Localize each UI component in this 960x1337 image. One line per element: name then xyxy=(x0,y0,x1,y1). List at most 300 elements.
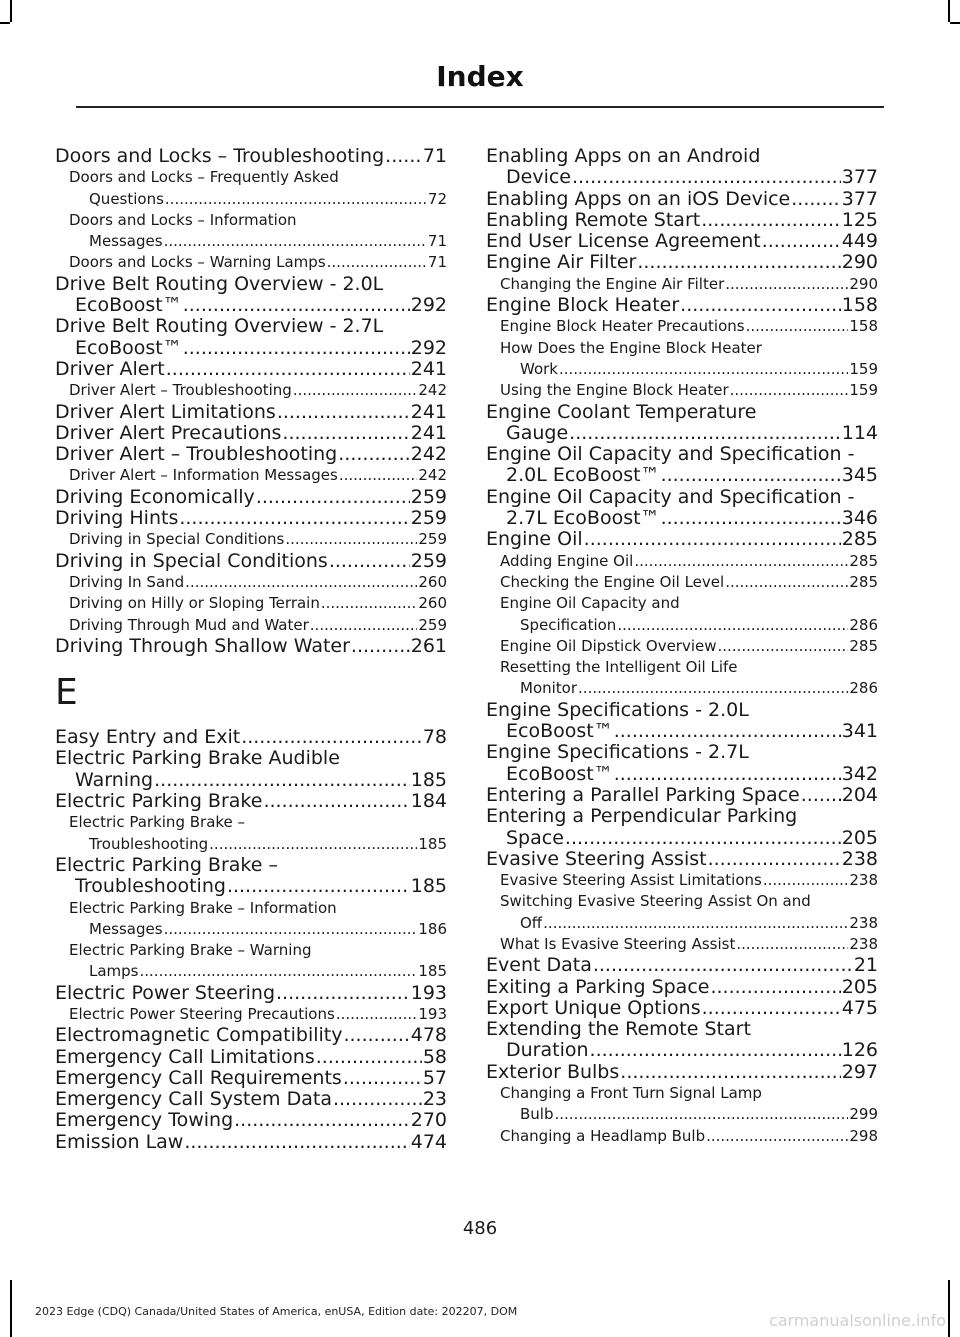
dot-leader xyxy=(763,870,849,891)
index-subentry[interactable] xyxy=(55,380,447,401)
page-reference: 259 xyxy=(418,615,447,634)
dot-leader xyxy=(730,380,849,401)
crop-mark xyxy=(10,0,12,22)
index-entry[interactable] xyxy=(55,1110,447,1131)
dot-leader xyxy=(285,529,417,550)
page-reference: 241 xyxy=(410,357,447,380)
index-entry[interactable] xyxy=(486,402,878,445)
dot-leader xyxy=(351,636,410,657)
page-reference: 341 xyxy=(841,720,878,743)
page-reference: 298 xyxy=(849,1126,878,1145)
dot-leader xyxy=(680,295,841,316)
index-entry[interactable] xyxy=(55,727,447,748)
dot-leader xyxy=(277,402,410,423)
dot-leader xyxy=(164,919,418,940)
entry-text: Work xyxy=(520,359,558,378)
page-reference: 259 xyxy=(410,507,447,530)
entry-text: Engine Oil xyxy=(486,528,583,551)
index-entry[interactable] xyxy=(55,791,447,812)
dot-leader xyxy=(183,338,410,359)
entry-text: Engine Specifications - 2.0L xyxy=(486,698,749,721)
index-subentry[interactable] xyxy=(486,1083,878,1126)
index-entry[interactable] xyxy=(486,1062,878,1083)
page-reference: 158 xyxy=(849,317,878,336)
page-reference: 159 xyxy=(849,381,878,400)
index-subentry[interactable] xyxy=(486,593,878,636)
crop-mark xyxy=(950,22,960,24)
index-entry[interactable] xyxy=(55,1089,447,1110)
index-subentry[interactable] xyxy=(55,167,447,210)
entry-text: Drive Belt Routing Overview - 2.7L xyxy=(55,315,384,338)
entry-text: Switching Evasive Steering Assist On and xyxy=(500,892,811,911)
dot-leader xyxy=(293,380,418,401)
entry-text: EcoBoost™ xyxy=(75,336,182,359)
page-reference: 238 xyxy=(841,847,878,870)
entry-text: Questions xyxy=(89,189,164,208)
entry-text: Entering a Parallel Parking Space xyxy=(486,783,800,806)
index-entry[interactable] xyxy=(486,700,878,743)
page-reference: 377 xyxy=(841,187,878,210)
entry-text: Emergency Towing xyxy=(55,1109,234,1132)
dot-leader xyxy=(183,295,410,316)
entry-text: Messages xyxy=(89,919,163,938)
index-entry[interactable] xyxy=(486,252,878,273)
dot-leader xyxy=(184,1132,409,1153)
entry-text: Doors and Locks – Frequently Asked xyxy=(69,168,339,187)
entry-text: Evasive Steering Assist xyxy=(486,847,707,870)
page-reference: 286 xyxy=(849,679,878,698)
index-entry[interactable] xyxy=(486,295,878,316)
entry-text: Changing a Headlamp Bulb xyxy=(500,1126,706,1145)
dot-leader xyxy=(333,1089,422,1110)
dot-leader xyxy=(338,444,409,465)
entry-text: Driver Alert Precautions xyxy=(55,421,282,444)
dot-leader xyxy=(282,423,409,444)
dot-leader xyxy=(276,983,410,1004)
page-reference: 292 xyxy=(410,336,447,359)
header-divider xyxy=(76,106,884,108)
page-reference: 72 xyxy=(427,189,447,208)
page-reference: 71 xyxy=(422,145,447,167)
index-subentry[interactable] xyxy=(486,636,878,657)
entry-text: Engine Block Heater xyxy=(486,294,680,317)
dot-leader xyxy=(164,231,427,252)
index-subentry[interactable] xyxy=(486,934,878,955)
page-reference: 260 xyxy=(418,572,447,591)
entry-text: Off xyxy=(520,913,543,932)
index-entry[interactable] xyxy=(486,487,878,530)
entry-text: Driver Alert – Troubleshooting xyxy=(55,443,338,466)
dot-leader xyxy=(263,791,409,812)
index-entry[interactable] xyxy=(55,748,447,791)
dot-leader xyxy=(710,977,840,998)
page-reference: 126 xyxy=(841,1039,878,1062)
index-subentry[interactable] xyxy=(486,870,878,891)
entry-text: Device xyxy=(506,166,571,189)
dot-leader xyxy=(339,465,418,486)
page-reference: 285 xyxy=(841,528,878,551)
index-subentry[interactable] xyxy=(486,380,878,401)
page-reference: 186 xyxy=(418,919,447,938)
dot-leader xyxy=(701,210,841,231)
entry-text: Monitor xyxy=(520,679,578,698)
index-entry[interactable] xyxy=(55,1047,447,1068)
dot-leader xyxy=(614,721,841,742)
page-reference: 285 xyxy=(849,572,878,591)
dot-leader xyxy=(578,678,848,699)
page-reference: 23 xyxy=(422,1088,447,1111)
page-reference: 259 xyxy=(418,530,447,549)
page-reference: 205 xyxy=(841,826,878,849)
index-subentry[interactable] xyxy=(55,898,447,941)
page-reference: 241 xyxy=(410,421,447,444)
entry-text: Emission Law xyxy=(55,1130,184,1153)
entry-text: Electric Parking Brake – Warning xyxy=(69,941,312,960)
dot-leader xyxy=(617,615,848,636)
dot-leader xyxy=(702,998,841,1019)
index-entry[interactable] xyxy=(55,551,447,572)
entry-text: Emergency Call Limitations xyxy=(55,1045,315,1068)
index-entry[interactable] xyxy=(486,977,878,998)
dot-leader xyxy=(234,1110,410,1131)
index-entry[interactable] xyxy=(55,1025,447,1046)
page-reference: 193 xyxy=(418,1004,447,1023)
dot-leader xyxy=(559,359,848,380)
page-title: Index xyxy=(436,60,524,93)
dot-leader xyxy=(310,615,418,636)
page-reference: 259 xyxy=(410,549,447,572)
dot-leader xyxy=(584,529,841,550)
dot-leader xyxy=(590,1040,841,1061)
page-reference: 474 xyxy=(410,1130,447,1153)
dot-leader xyxy=(165,189,427,210)
footer-edition-text: 2023 Edge (CDQ) Canada/United States of America, enUSA, Edition date: 202207, DOM xyxy=(35,1305,518,1318)
entry-text: Specification xyxy=(520,615,617,634)
page-reference: 260 xyxy=(418,594,447,613)
index-entry[interactable] xyxy=(486,998,878,1019)
index-subentry[interactable] xyxy=(486,338,878,381)
index-entry[interactable] xyxy=(55,487,447,508)
dot-leader xyxy=(329,551,410,572)
index-entry[interactable] xyxy=(486,529,878,550)
dot-leader xyxy=(185,572,417,593)
entry-text: 2.0L EcoBoost™ xyxy=(506,464,660,487)
page-reference: 185 xyxy=(418,962,447,981)
page-reference: 475 xyxy=(841,996,878,1019)
index-entry[interactable] xyxy=(486,955,878,976)
entry-text: Exterior Bulbs xyxy=(486,1060,620,1083)
index-entry[interactable] xyxy=(55,402,447,423)
entry-text: Export Unique Options xyxy=(486,996,701,1019)
index-subentry[interactable] xyxy=(486,572,878,593)
index-subentry[interactable] xyxy=(55,572,447,593)
index-subentry[interactable] xyxy=(486,891,878,934)
dot-leader xyxy=(256,487,410,508)
index-subentry[interactable] xyxy=(486,1126,878,1147)
page-reference: 238 xyxy=(849,934,878,953)
entry-text: Electric Power Steering Precautions xyxy=(69,1004,335,1023)
page-reference: 241 xyxy=(410,400,447,423)
dot-leader xyxy=(565,828,841,849)
index-subentry[interactable] xyxy=(55,529,447,550)
entry-text: End User License Agreement xyxy=(486,230,761,253)
entry-text: Messages xyxy=(89,232,163,251)
dot-leader xyxy=(555,1104,849,1125)
entry-text: Space xyxy=(506,826,564,849)
entry-text: Drive Belt Routing Overview - 2.0L xyxy=(55,272,384,295)
entry-text: Resetting the Intelligent Oil Life xyxy=(500,658,738,677)
dot-leader xyxy=(343,1068,422,1089)
dot-leader xyxy=(316,1047,422,1068)
index-subentry[interactable] xyxy=(55,615,447,636)
entry-text: EcoBoost™ xyxy=(506,720,613,743)
dot-leader xyxy=(801,785,841,806)
page-reference: 261 xyxy=(410,634,447,657)
entry-text: Electric Parking Brake – xyxy=(55,853,278,876)
entry-text: Engine Oil Dipstick Overview xyxy=(500,636,717,655)
page-reference: 238 xyxy=(849,871,878,890)
entry-text: Driving on Hilly or Sloping Terrain xyxy=(69,594,320,613)
entry-text: Duration xyxy=(506,1039,589,1062)
entry-text: Extending the Remote Start xyxy=(486,1018,751,1041)
dot-leader xyxy=(154,770,410,791)
index-subentry[interactable] xyxy=(55,940,447,983)
dot-leader xyxy=(634,551,848,572)
entry-text: Doors and Locks – Information xyxy=(69,210,297,229)
entry-text: Emergency Call Requirements xyxy=(55,1066,342,1089)
index-subentry[interactable] xyxy=(486,274,878,295)
dot-leader xyxy=(385,146,422,167)
entry-text: Changing the Engine Air Filter xyxy=(500,274,725,293)
page-reference: 270 xyxy=(410,1109,447,1132)
page-reference: 286 xyxy=(849,615,878,634)
entry-text: Entering a Perpendicular Parking xyxy=(486,805,798,828)
dot-leader xyxy=(614,764,841,785)
entry-text: Enabling Apps on an iOS Device xyxy=(486,187,791,210)
dot-leader xyxy=(637,252,840,273)
entry-text: Electric Parking Brake – Information xyxy=(69,898,337,917)
dot-leader xyxy=(140,961,418,982)
index-entry[interactable] xyxy=(486,444,878,487)
page-reference: 342 xyxy=(841,762,878,785)
page-reference: 125 xyxy=(841,208,878,231)
index-entry[interactable] xyxy=(486,210,878,231)
index-subentry[interactable] xyxy=(55,252,447,273)
index-column-right xyxy=(486,146,878,1147)
dot-leader xyxy=(736,934,848,955)
index-entry[interactable] xyxy=(486,231,878,252)
entry-text: Engine Specifications - 2.7L xyxy=(486,741,749,764)
entry-text: Driving in Special Conditions xyxy=(55,549,328,572)
crop-mark xyxy=(0,22,10,24)
index-entry[interactable] xyxy=(486,189,878,210)
entry-text: Driving Economically xyxy=(55,485,255,508)
dot-leader xyxy=(725,572,848,593)
index-entry[interactable] xyxy=(55,274,447,317)
index-entry[interactable] xyxy=(55,508,447,529)
page-reference: 78 xyxy=(422,726,447,749)
page-reference: 204 xyxy=(841,783,878,806)
page-reference: 292 xyxy=(410,294,447,317)
watermark: carmanualsonline.info xyxy=(768,1311,946,1330)
index-subentry[interactable] xyxy=(55,1004,447,1025)
page-reference: 242 xyxy=(418,381,447,400)
page-reference: 114 xyxy=(841,421,878,444)
dot-leader xyxy=(241,727,422,748)
page-reference: 290 xyxy=(849,274,878,293)
index-entry[interactable] xyxy=(55,983,447,1004)
dot-leader xyxy=(569,423,841,444)
entry-text: Engine Oil Capacity and Specification - xyxy=(486,443,855,466)
entry-text: Changing a Front Turn Signal Lamp xyxy=(500,1084,762,1103)
page-reference: 285 xyxy=(849,551,878,570)
index-entry[interactable] xyxy=(55,1132,447,1153)
index-column-left xyxy=(55,146,447,1153)
index-entry[interactable] xyxy=(55,359,447,380)
page-reference: 58 xyxy=(422,1045,447,1068)
dot-leader xyxy=(620,1062,840,1083)
dot-leader xyxy=(343,1025,409,1046)
dot-leader xyxy=(762,231,841,252)
page-reference: 290 xyxy=(841,251,878,274)
index-subentry[interactable] xyxy=(55,210,447,253)
index-entry[interactable] xyxy=(55,146,447,167)
page-reference: 185 xyxy=(410,875,447,898)
index-entry[interactable] xyxy=(55,444,447,465)
index-subentry[interactable] xyxy=(486,551,878,572)
entry-text: Using the Engine Block Heater xyxy=(500,381,729,400)
page-reference: 238 xyxy=(849,913,878,932)
entry-text: Electric Parking Brake xyxy=(55,790,263,813)
dot-leader xyxy=(227,876,410,897)
index-subentry[interactable] xyxy=(55,812,447,855)
page-reference: 346 xyxy=(841,507,878,530)
index-entry[interactable] xyxy=(486,1019,878,1062)
dot-leader xyxy=(327,252,427,273)
section-letter: E xyxy=(55,672,78,714)
page-reference: 71 xyxy=(427,232,447,251)
page-reference: 158 xyxy=(841,294,878,317)
index-entry[interactable] xyxy=(55,855,447,898)
dot-leader xyxy=(706,1126,848,1147)
page-reference: 242 xyxy=(410,443,447,466)
index-subentry[interactable] xyxy=(486,316,878,337)
entry-text: Engine Block Heater Precautions xyxy=(500,317,745,336)
index-entry[interactable] xyxy=(486,849,878,870)
entry-text: EcoBoost™ xyxy=(506,762,613,785)
dot-leader xyxy=(593,955,853,976)
entry-text: Adding Engine Oil xyxy=(500,551,634,570)
page-reference: 377 xyxy=(841,166,878,189)
entry-text: Driving Through Shallow Water xyxy=(55,634,350,657)
index-subentry[interactable] xyxy=(55,593,447,614)
entry-text: Driver Alert Limitations xyxy=(55,400,276,423)
entry-text: Bulb xyxy=(520,1105,554,1124)
entry-text: Event Data xyxy=(486,954,592,977)
page-reference: 184 xyxy=(410,790,447,813)
dot-leader xyxy=(336,1004,418,1025)
entry-text: Warning xyxy=(75,768,154,791)
page-reference: 478 xyxy=(410,1024,447,1047)
page-reference: 297 xyxy=(841,1060,878,1083)
page-reference: 21 xyxy=(853,954,878,977)
index-entry[interactable] xyxy=(55,636,447,657)
entry-text: Enabling Apps on an Android xyxy=(486,145,761,167)
entry-text: Checking the Engine Oil Level xyxy=(500,572,725,591)
entry-text: Electric Power Steering xyxy=(55,981,276,1004)
entry-text: Engine Oil Capacity and Specification - xyxy=(486,485,855,508)
dot-leader xyxy=(791,189,840,210)
index-entry[interactable] xyxy=(486,785,878,806)
entry-text: Engine Air Filter xyxy=(486,251,637,274)
dot-leader xyxy=(708,849,841,870)
entry-text: Emergency Call System Data xyxy=(55,1088,332,1111)
entry-text: Electromagnetic Compatibility xyxy=(55,1024,343,1047)
crop-mark xyxy=(10,1280,12,1337)
entry-text: Evasive Steering Assist Limitations xyxy=(500,871,762,890)
index-entry[interactable] xyxy=(55,1068,447,1089)
entry-text: Driving Through Mud and Water xyxy=(69,615,309,634)
page-reference: 242 xyxy=(418,466,447,485)
entry-text: How Does the Engine Block Heater xyxy=(500,338,762,357)
entry-text: Electric Parking Brake – xyxy=(69,813,246,832)
page-reference: 71 xyxy=(427,253,447,272)
index-entry[interactable] xyxy=(486,742,878,785)
entry-text: Gauge xyxy=(506,421,569,444)
page-reference: 57 xyxy=(422,1066,447,1089)
entry-text: Engine Oil Capacity and xyxy=(500,594,680,613)
entry-text: Driver Alert – Troubleshooting xyxy=(69,381,292,400)
dot-leader xyxy=(209,834,417,855)
page-number: 486 xyxy=(462,1218,498,1239)
page-reference: 345 xyxy=(841,464,878,487)
index-entry[interactable] xyxy=(55,423,447,444)
entry-text: 2.7L EcoBoost™ xyxy=(506,507,660,530)
entry-text: Troubleshooting xyxy=(89,834,209,853)
entry-text: Troubleshooting xyxy=(75,875,226,898)
entry-text: Doors and Locks – Troubleshooting xyxy=(55,145,385,167)
page-reference: 299 xyxy=(849,1105,878,1124)
index-subentry[interactable] xyxy=(486,657,878,700)
entry-text: Driving Hints xyxy=(55,507,179,530)
crop-mark xyxy=(948,0,950,22)
entry-text: Engine Coolant Temperature xyxy=(486,400,757,423)
entry-text: Doors and Locks – Warning Lamps xyxy=(69,253,326,272)
index-entry[interactable] xyxy=(486,806,878,849)
page-reference: 185 xyxy=(410,768,447,791)
page-reference: 193 xyxy=(410,981,447,1004)
index-entry[interactable] xyxy=(55,316,447,359)
page-reference: 259 xyxy=(410,485,447,508)
entry-text: Driver Alert – Information Messages xyxy=(69,466,338,485)
page-reference: 449 xyxy=(841,230,878,253)
dot-leader xyxy=(572,167,841,188)
index-entry[interactable] xyxy=(486,146,878,189)
entry-text: Electric Parking Brake Audible xyxy=(55,747,340,770)
entry-text: Lamps xyxy=(89,962,139,981)
index-subentry[interactable] xyxy=(55,465,447,486)
entry-text: Easy Entry and Exit xyxy=(55,726,241,749)
entry-text: Enabling Remote Start xyxy=(486,208,701,231)
dot-leader xyxy=(661,508,841,529)
dot-leader xyxy=(725,274,848,295)
dot-leader xyxy=(179,508,409,529)
page-reference: 185 xyxy=(418,834,447,853)
dot-leader xyxy=(321,593,418,614)
entry-text: Driving in Special Conditions xyxy=(69,530,285,549)
crop-mark xyxy=(948,1280,950,1337)
entry-text: Driving In Sand xyxy=(69,572,185,591)
